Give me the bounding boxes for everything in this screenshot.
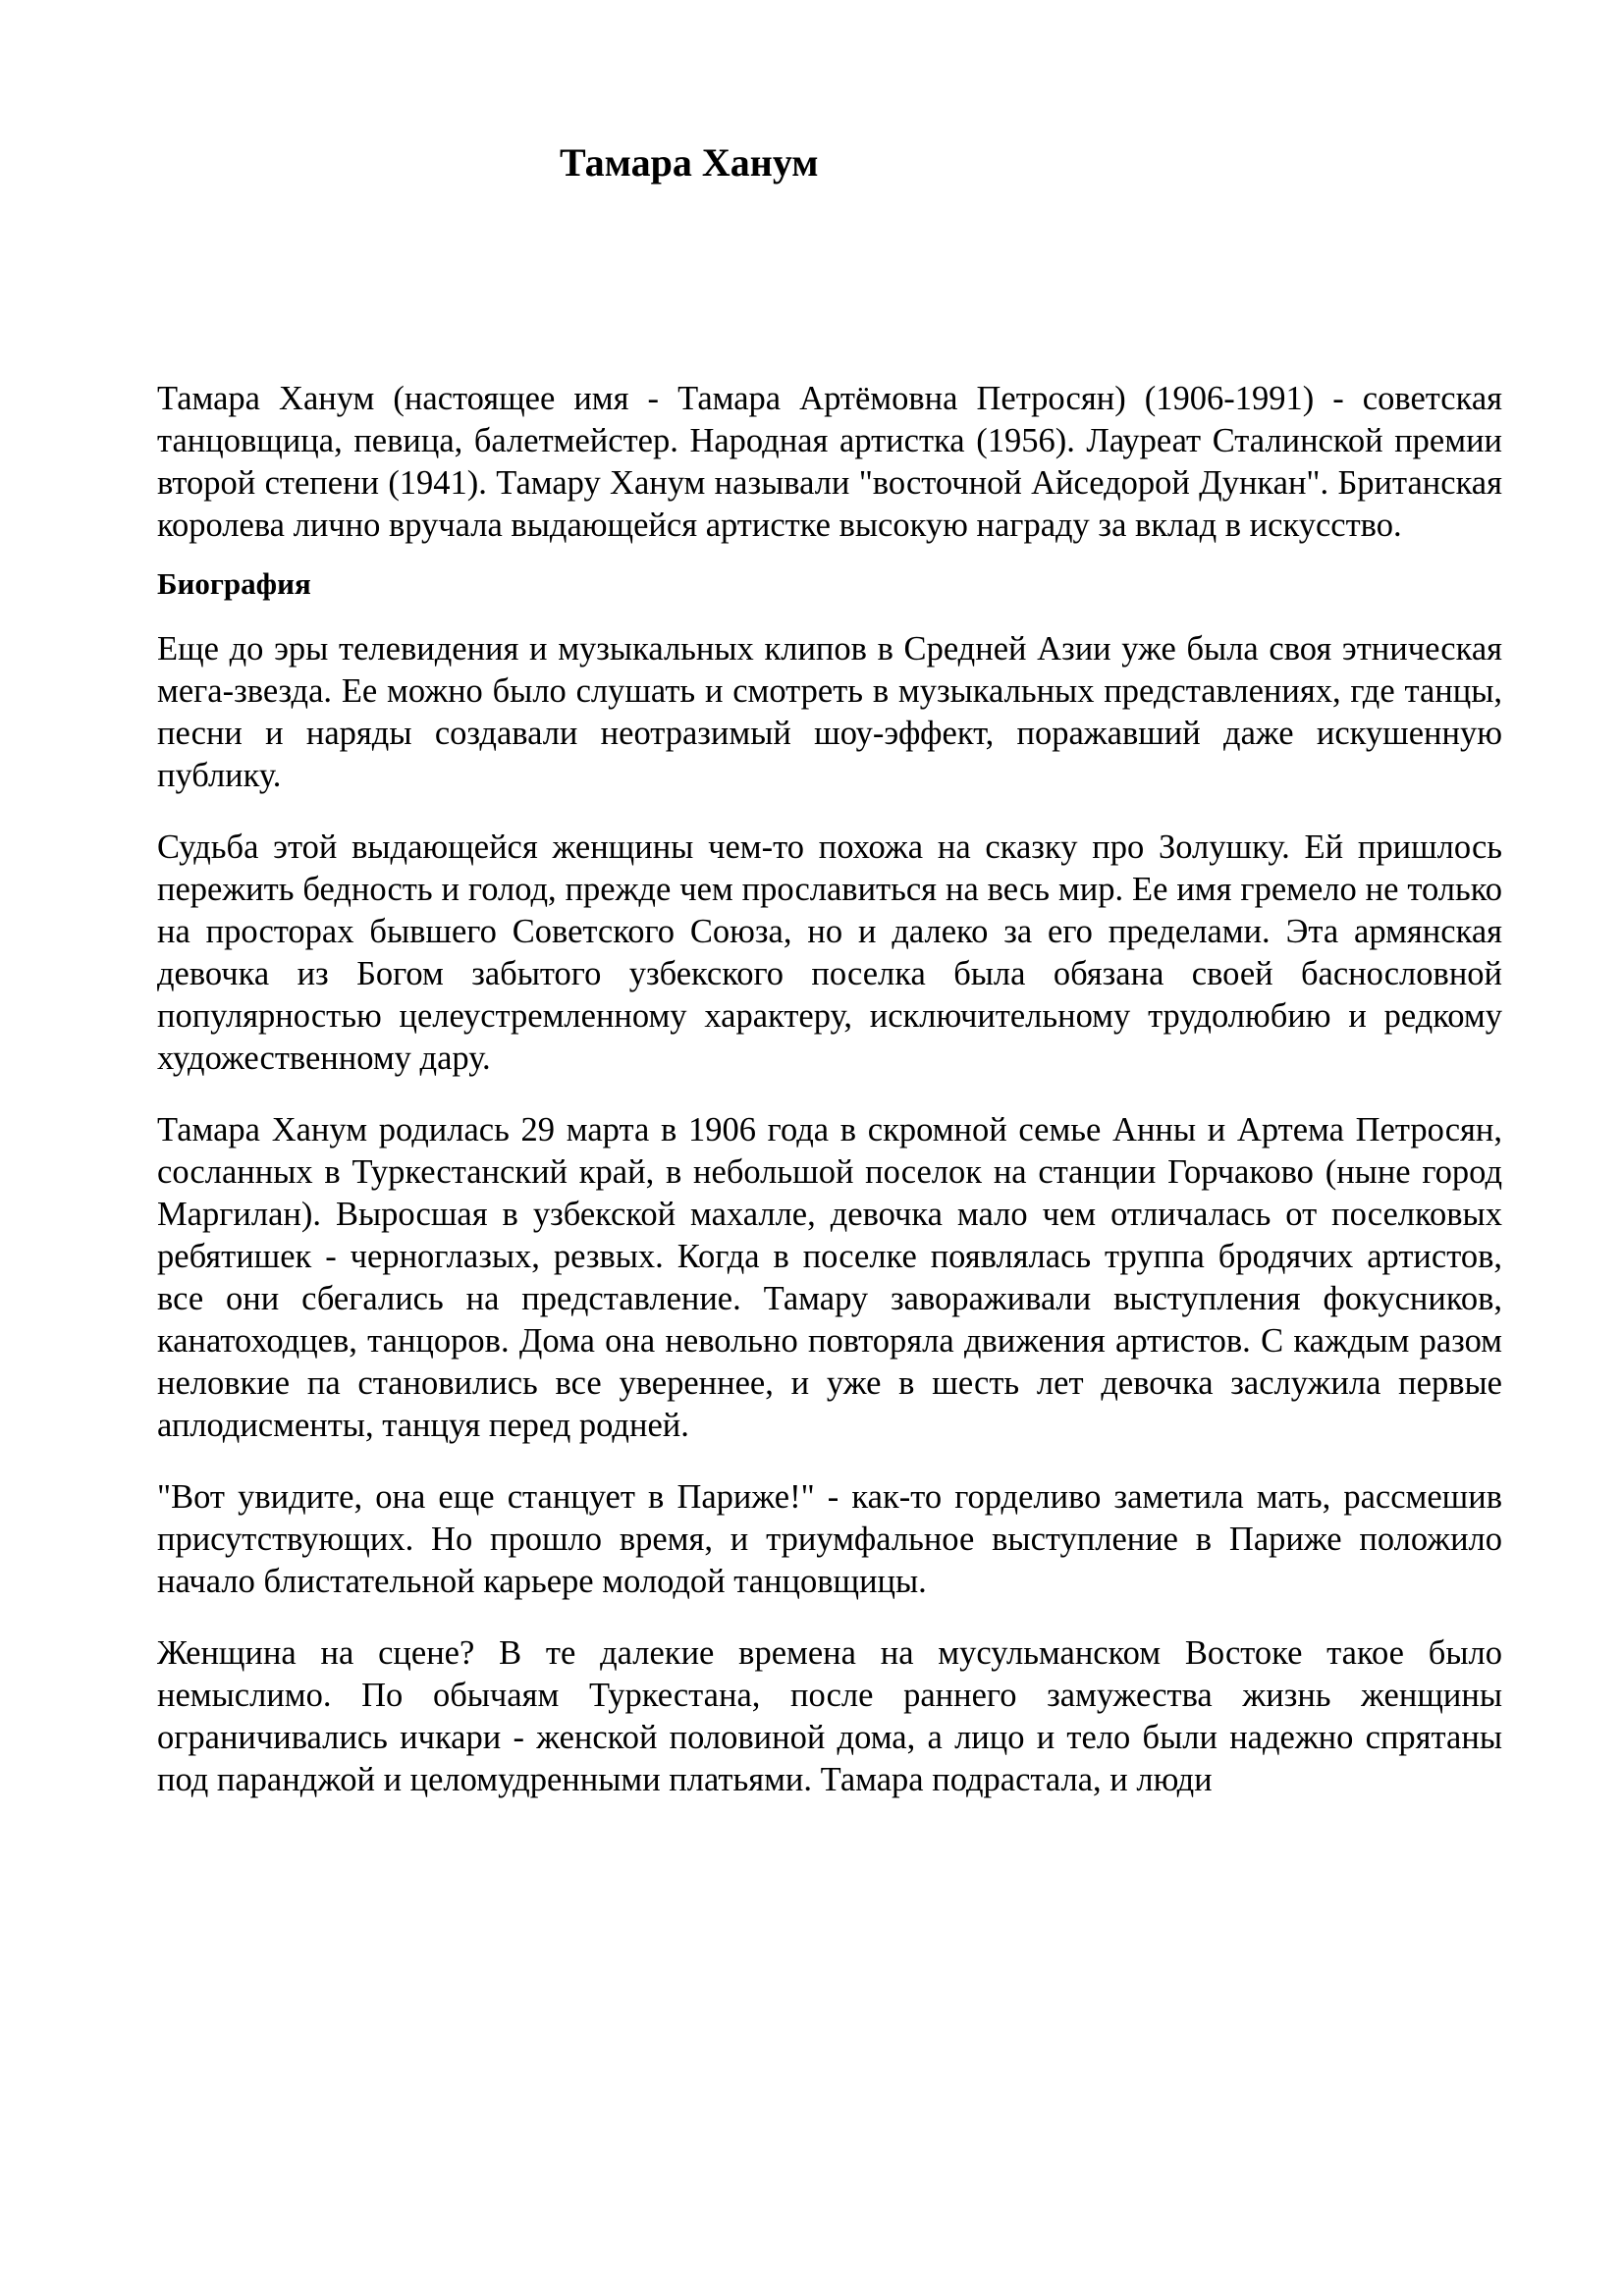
body-paragraph: Тамара Ханум родилась 29 марта в 1906 года в скромной семье Анны и Артема Петросян, сосланных в Туркестанский край, в небольшой поселок на станции Горчаково (ныне город Маргилан). Выросшая в узбекской махалле, девочка мало чем отличалась от поселковых ребятишек - черноглазых, резвых. Когда в поселке появлялась труппа бродячих артистов, все они сбегались на представление. Тамару завораживали выступления фокусников, канатоходцев, танцоров. Дома она невольно повторяла движения артистов. С каждым разом неловкие па становились все увереннее, и уже в шесть лет девочка заслужила первые аплодисменты, танцуя перед родней. bbox=[157, 1111, 1502, 1444]
body-paragraph: Женщина на сцене? В те далекие времена на мусульманском Востоке такое было немыслимо. По обычаям Туркестана, после раннего замужества жизнь женщины ограничивались ичкари - женской половиной дома, а лицо и тело были надежно спрятаны под паранджой и целомудренными платьями. Тамара подрастала, и люди bbox=[157, 1634, 1502, 1798]
body-paragraph: Еще до эры телевидения и музыкальных клипов в Средней Азии уже была своя этническая мега-звезда. Ее можно было слушать и смотреть в музыкальных представлениях, где танцы, песни и наряды создавали неотразимый шоу-эффект, поражавший даже искушенную публику. bbox=[157, 630, 1502, 794]
document-body bbox=[157, 378, 1502, 1801]
body-paragraph: "Вот увидите, она еще станцует в Париже!" - как-то горделиво заметила мать, рассмешив присутствующих. Но прошло время, и триумфальное выступление в Париже положило начало блистательной карьере молодой танцовщицы. bbox=[157, 1478, 1502, 1600]
section-heading-biography: Биография bbox=[157, 566, 311, 601]
body-paragraph: Судьба этой выдающейся женщины чем-то похожа на сказку про Золушку. Ей пришлось пережить бедность и голод, прежде чем прославиться на весь мир. Ее имя гремело не только на просторах бывшего Советского Союза, но и далеко за его пределами. Эта армянская девочка из Богом забытого узбекского поселка была обязана своей баснословной популярностью целеустремленному характеру, исключительному трудолюбию и редкому художественному дару. bbox=[157, 828, 1502, 1077]
intro-paragraph: Тамара Ханум (настоящее имя - Тамара Артёмовна Петросян) (1906-1991) - советская танцовщица, певица, балетмейстер. Народная артистка (1956). Лауреат Сталинской премии второй степени (1941). Тамару Ханум называли "восточной Айседорой Дункан". Британская королева лично вручала выдающейся артистке высокую награду за вклад в искусство. bbox=[157, 380, 1502, 544]
document-title: Тамара Ханум bbox=[560, 140, 819, 185]
